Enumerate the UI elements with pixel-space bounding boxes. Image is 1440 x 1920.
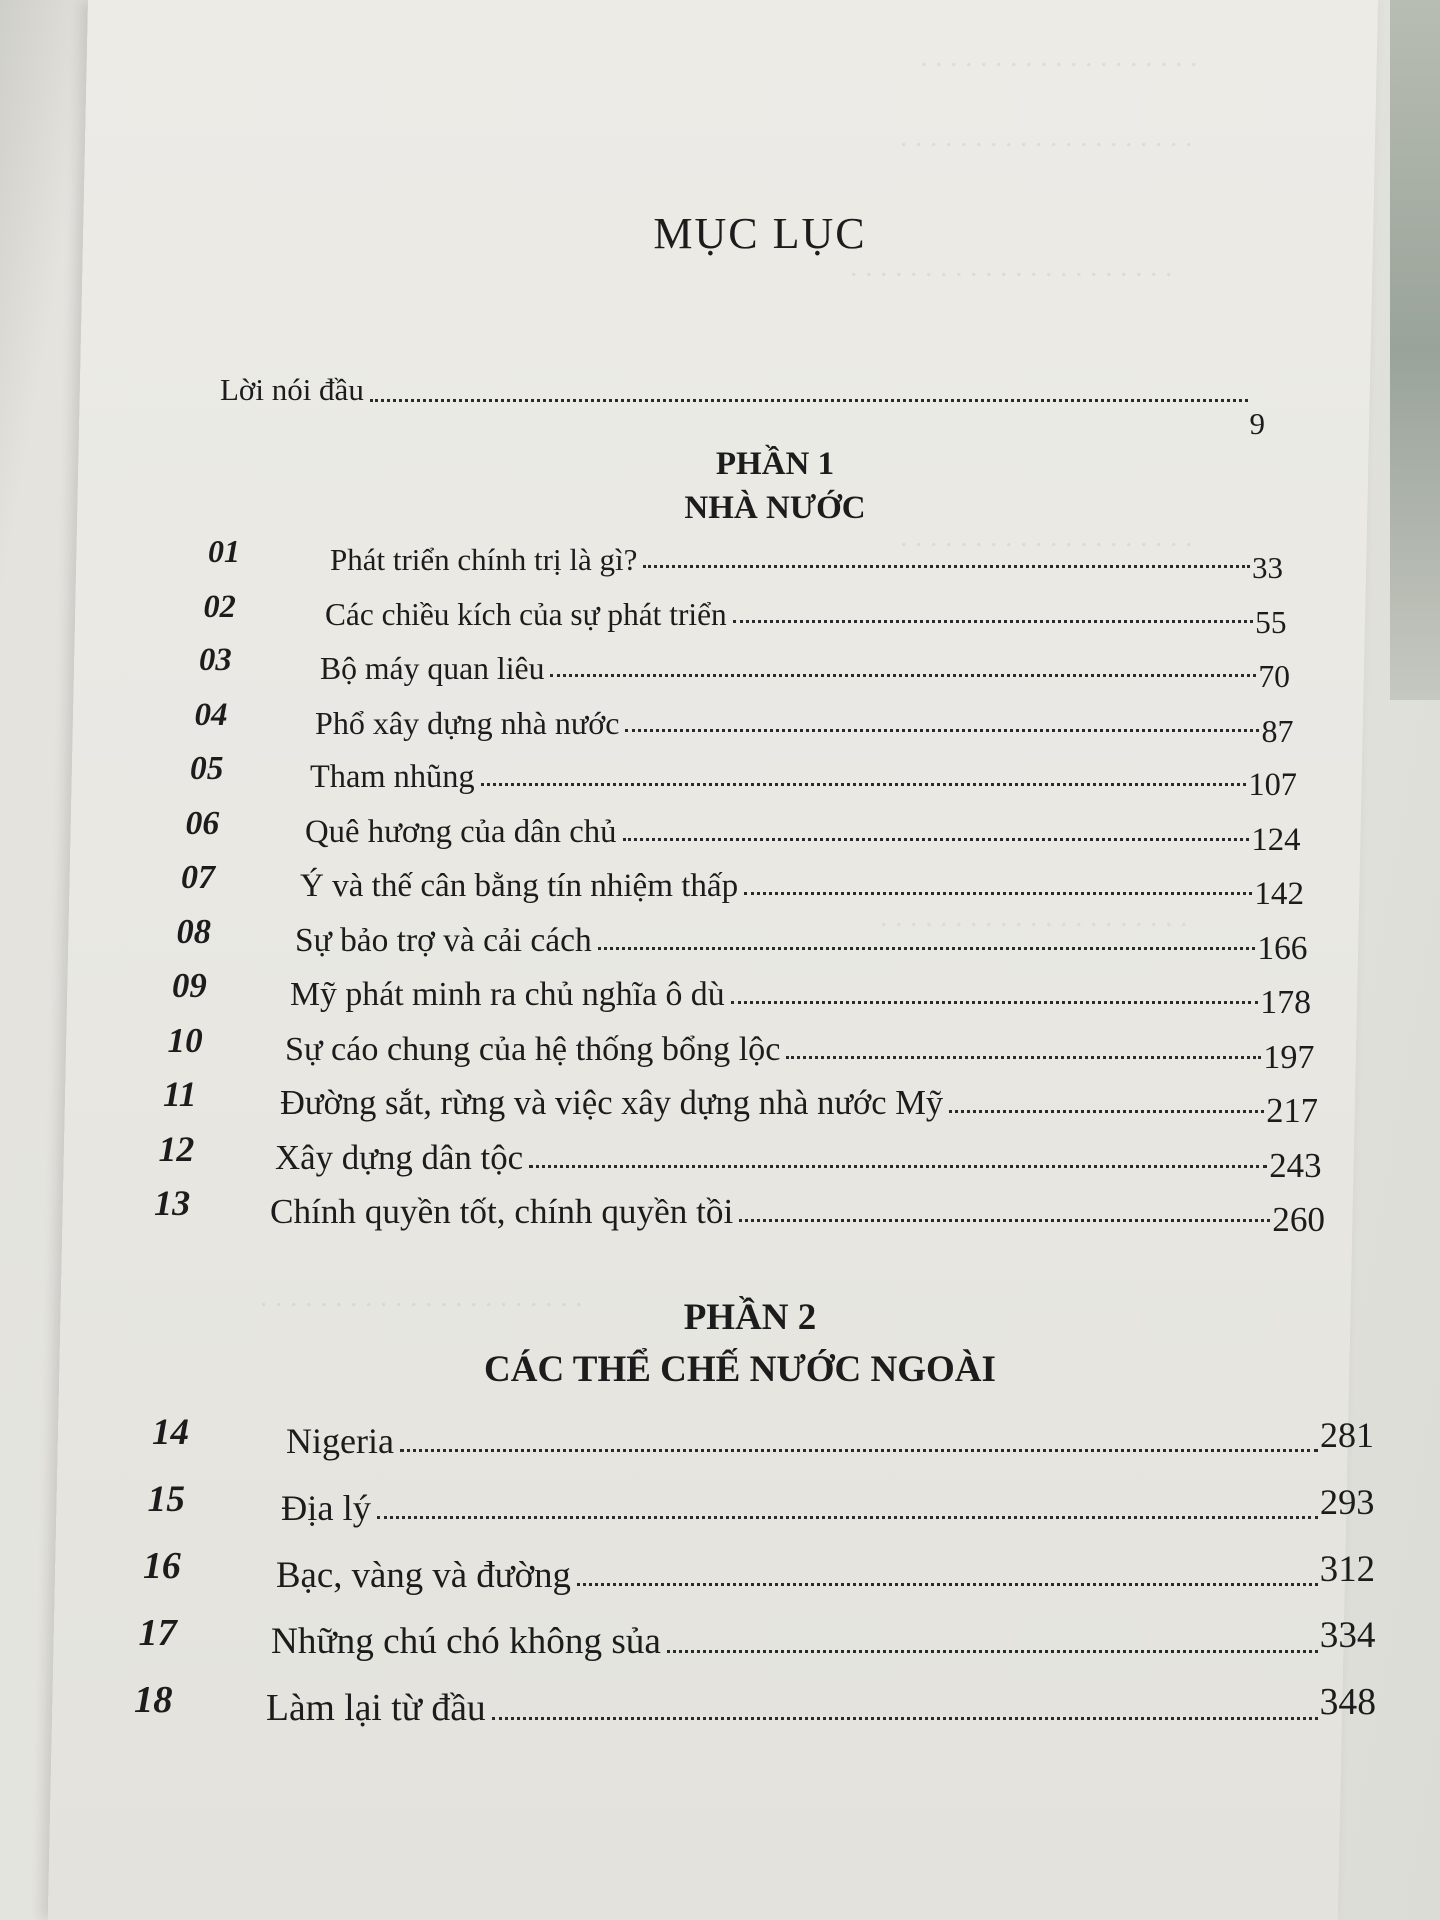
toc-entry[interactable]	[190, 746, 1297, 803]
toc-entry-label: Đường sắt, rừng và việc xây dựng nhà nước Mỹ	[280, 1084, 944, 1122]
toc-entry[interactable]	[143, 1546, 1375, 1596]
chapter-number: 12	[158, 1128, 195, 1169]
toc-entry[interactable]	[134, 1680, 1376, 1730]
toc-entry[interactable]	[181, 855, 1304, 912]
toc-entry-label: Tham nhũng	[310, 759, 475, 795]
toc-entry-page: 33	[1252, 550, 1283, 585]
toc-entry-page: 166	[1257, 929, 1308, 967]
chapter-number: 18	[134, 1679, 173, 1721]
toc-entry[interactable]	[176, 910, 1308, 967]
chapter-number: 01	[208, 533, 240, 569]
chapter-number: 14	[152, 1412, 189, 1453]
toc-entry-label: Phát triển chính trị là gì?	[330, 542, 638, 577]
toc-entry-label: Sự bảo trợ và cải cách	[295, 921, 592, 959]
chapter-number: 05	[190, 750, 224, 787]
toc-entry-page: 87	[1261, 712, 1294, 749]
toc-entry-page: 312	[1319, 1548, 1375, 1589]
toc-entry[interactable]	[208, 528, 1283, 585]
toc-entry[interactable]	[152, 1412, 1374, 1462]
background-edge	[1390, 0, 1440, 700]
chapter-number: 04	[194, 696, 228, 733]
toc-entry-page: 178	[1260, 984, 1311, 1021]
dot-leader	[550, 674, 1256, 677]
chapter-number: 07	[181, 859, 216, 896]
dot-leader	[625, 729, 1259, 732]
toc-entry[interactable]	[154, 1182, 1325, 1239]
chapter-number: 15	[147, 1479, 185, 1520]
toc-entry-page: 243	[1269, 1145, 1322, 1185]
toc-entry-label: Chính quyền tốt, chính quyền tồi	[270, 1192, 734, 1231]
chapter-number: 06	[185, 804, 220, 842]
toc-entry-page: 55	[1255, 604, 1287, 640]
dot-leader	[598, 947, 1256, 950]
toc-entry-label: Nigeria	[286, 1421, 394, 1461]
toc-entry[interactable]	[172, 964, 1311, 1021]
toc-entry[interactable]	[167, 1019, 1315, 1076]
dot-leader	[577, 1583, 1318, 1586]
toc-entry-label: Mỹ phát minh ra chủ nghĩa ô dù	[290, 976, 725, 1013]
toc-entry-label: Sự cáo chung của hệ thống bổng lộc	[285, 1030, 781, 1068]
toc-entry-label: Xây dựng dân tộc	[275, 1137, 524, 1177]
chapter-number: 11	[163, 1074, 197, 1114]
toc-entry[interactable]	[194, 692, 1294, 749]
part1-subheading: NHÀ NƯỚC	[684, 490, 866, 526]
toc-entry-page: 260	[1272, 1200, 1325, 1239]
toc-entry-page: 281	[1320, 1415, 1374, 1455]
toc-entry-label: Ý và thế cân bằng tín nhiệm thấp	[300, 868, 739, 904]
toc-entry[interactable]	[185, 801, 1301, 858]
toc-entry-page: 197	[1263, 1038, 1315, 1076]
toc-entry-page: 142	[1254, 876, 1304, 912]
toc-entry-label: Các chiều kích của sự phát triển	[325, 596, 727, 632]
toc-entry-page: 124	[1251, 821, 1301, 858]
chapter-number: 08	[176, 912, 211, 951]
toc-entry-page: 70	[1258, 659, 1290, 694]
toc-entry[interactable]	[203, 583, 1287, 640]
toc-entry-label: Phổ xây dựng nhà nước	[315, 704, 620, 741]
toc-entry-label: Địa lý	[281, 1488, 371, 1528]
chapter-number: 09	[172, 966, 207, 1005]
part2-heading: PHẦN 2	[683, 1297, 817, 1338]
page-title: MỤC LỤC	[653, 209, 867, 258]
chapter-number: 16	[143, 1545, 181, 1587]
chapter-number: 03	[199, 642, 232, 678]
dot-leader	[667, 1650, 1318, 1653]
dot-leader	[481, 783, 1247, 786]
toc-entry-label: Những chú chó không sủa	[271, 1621, 661, 1662]
toc-entry[interactable]	[148, 1479, 1375, 1529]
dot-leader	[400, 1449, 1318, 1452]
dot-leader	[377, 1516, 1318, 1519]
dot-leader	[643, 565, 1250, 568]
toc-entry-label: Lời nói đầu	[220, 372, 364, 407]
dot-leader	[370, 399, 1248, 402]
toc-entry-page: 293	[1319, 1482, 1375, 1522]
dot-leader	[739, 1219, 1270, 1222]
toc-entry-page: 334	[1319, 1615, 1376, 1656]
dot-leader	[786, 1056, 1261, 1059]
toc-entry-page: 348	[1319, 1682, 1376, 1723]
dot-leader	[733, 620, 1253, 623]
dot-leader	[529, 1165, 1267, 1168]
dot-leader	[731, 1001, 1259, 1004]
toc-entry-page: 9	[1249, 406, 1265, 441]
toc-entry-preface[interactable]	[220, 358, 1265, 441]
toc-entry-label: Bộ máy quan liêu	[320, 651, 545, 686]
toc-entry[interactable]	[199, 637, 1290, 694]
chapter-number: 17	[138, 1612, 177, 1654]
toc-entry[interactable]	[163, 1073, 1318, 1130]
toc-entry[interactable]	[139, 1613, 1376, 1663]
part2-subheading: CÁC THỂ CHẾ NƯỚC NGOÀI	[484, 1349, 996, 1390]
chapter-number: 02	[203, 587, 236, 624]
chapter-number: 13	[154, 1183, 191, 1223]
toc-entry-page: 107	[1248, 767, 1297, 803]
dot-leader	[744, 892, 1252, 895]
toc-entry-label: Quê hương của dân chủ	[305, 813, 617, 850]
toc-entry-label: Bạc, vàng và đường	[276, 1554, 571, 1595]
toc-entry-page: 217	[1266, 1092, 1318, 1130]
toc-entry-label: Làm lại từ đầu	[266, 1688, 486, 1729]
dot-leader	[949, 1110, 1264, 1113]
dot-leader	[623, 838, 1250, 841]
dot-leader	[492, 1717, 1318, 1720]
part1-heading: PHẦN 1	[715, 446, 835, 482]
chapter-number: 10	[167, 1020, 203, 1060]
toc-entry[interactable]	[158, 1128, 1322, 1185]
